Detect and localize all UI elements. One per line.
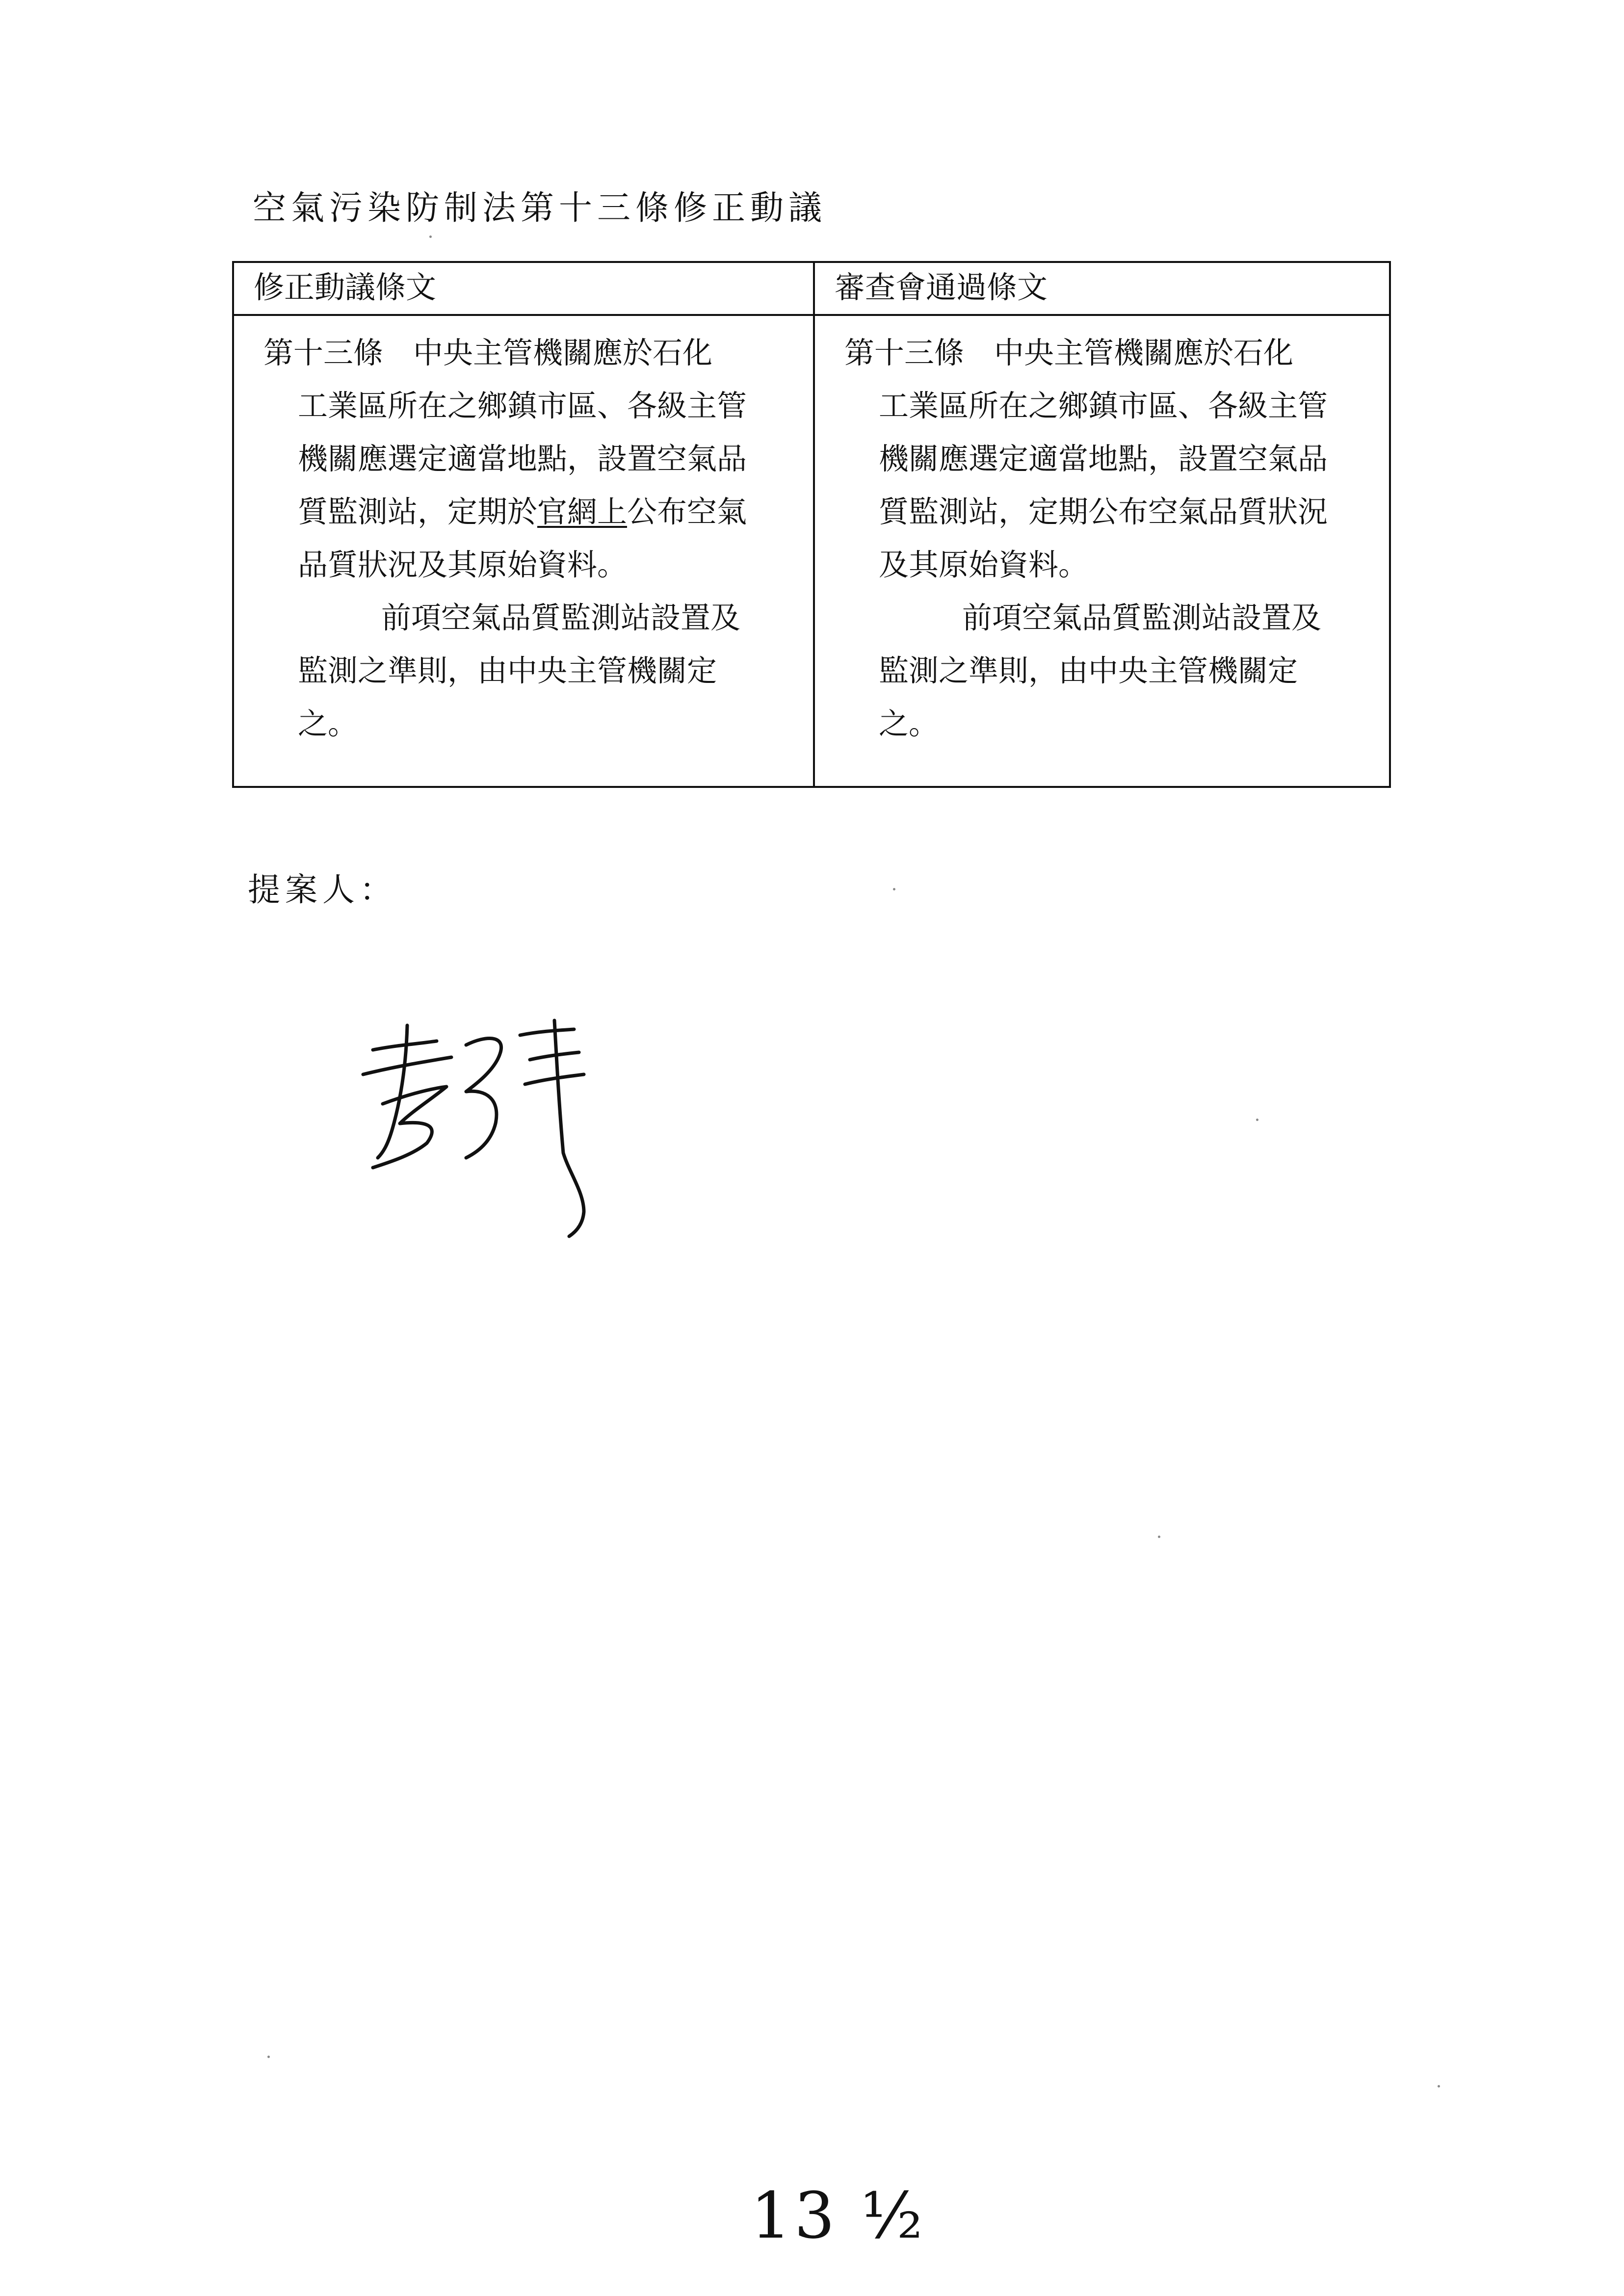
amendment-comparison-table xyxy=(232,261,1391,788)
proposed-line: 監測之準則，由中央主管機關定 xyxy=(298,653,717,688)
proposed-text-fragment: 公布空氣 xyxy=(627,495,747,529)
proposed-article-cell xyxy=(234,316,815,786)
underlined-amendment: 官網上 xyxy=(537,495,628,529)
proposed-line: 第十三條 中央主管機關應於石化 xyxy=(263,336,713,370)
proposed-line: 之。 xyxy=(298,706,358,741)
header-proposed-text: 修正動議條文 xyxy=(234,263,815,314)
proposed-line: 品質狀況及其原始資料。 xyxy=(298,548,628,582)
approved-line: 機關應選定適當地點，設置空氣品 xyxy=(879,442,1328,476)
approved-article-cell xyxy=(815,316,1389,786)
handwritten-signature xyxy=(353,1006,608,1241)
scan-speck xyxy=(1438,2085,1440,2087)
approved-line: 及其原始資料。 xyxy=(879,548,1089,582)
scan-speck xyxy=(429,235,432,238)
approved-line: 監測之準則，由中央主管機關定 xyxy=(879,653,1298,688)
proposed-line: 工業區所在之鄉鎮市區、各級主管 xyxy=(298,389,747,423)
scan-speck xyxy=(1256,1119,1258,1121)
table-body-row xyxy=(234,316,1389,786)
approved-line: 質監測站，定期公布空氣品質狀況 xyxy=(879,495,1328,529)
proposed-line: 前項空氣品質監測站設置及 xyxy=(381,600,741,635)
proposed-text-fragment: 質監測站，定期於 xyxy=(298,495,538,529)
scan-speck xyxy=(1158,1536,1160,1538)
page-number: 13 ½ xyxy=(751,2178,926,2253)
approved-line: 工業區所在之鄉鎮市區、各級主管 xyxy=(879,389,1328,423)
scan-speck xyxy=(893,888,895,890)
header-approved-text: 審查會通過條文 xyxy=(835,269,1048,305)
proposed-line: 機關應選定適當地點，設置空氣品 xyxy=(298,442,747,476)
page-title: 空氣污染防制法第十三條修正動議 xyxy=(253,189,827,228)
approved-line: 第十三條 中央主管機關應於石化 xyxy=(844,336,1294,370)
table-header-row xyxy=(234,263,1389,316)
scan-speck xyxy=(267,2056,270,2058)
proposer-label: 提案人： xyxy=(248,871,397,909)
approved-line: 前項空氣品質監測站設置及 xyxy=(962,600,1322,635)
proposed-line-amended xyxy=(263,486,788,539)
approved-line: 之。 xyxy=(879,706,939,741)
